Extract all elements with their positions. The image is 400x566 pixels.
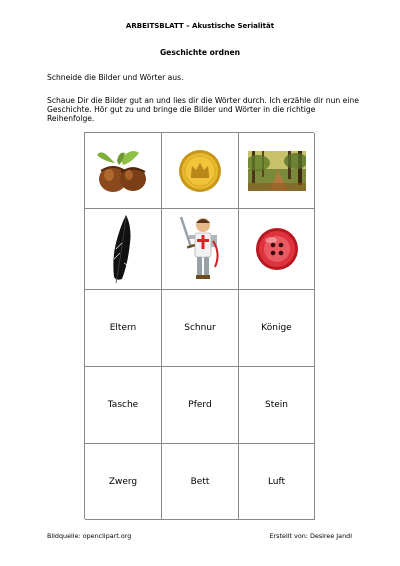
picture-card-gold-coin <box>162 133 239 209</box>
word-label: Schnur <box>184 323 216 333</box>
word-label: Pferd <box>188 400 212 410</box>
picture-card-hazelnuts <box>85 133 162 209</box>
word-card <box>239 367 315 444</box>
word-label: Stein <box>265 400 288 410</box>
word-card <box>85 367 162 444</box>
word-label: Zwerg <box>108 476 138 487</box>
black-feather-icon <box>108 213 138 285</box>
word-label: Könige <box>261 323 292 333</box>
word-card <box>162 290 239 367</box>
forest-path-icon <box>248 151 306 191</box>
card-grid <box>84 132 314 519</box>
word-card <box>85 444 162 520</box>
word-card <box>239 444 315 520</box>
word-card <box>85 290 162 367</box>
word-label: Luft <box>267 476 286 487</box>
word-card <box>162 367 239 444</box>
word-label: Bett <box>190 476 210 487</box>
hazelnuts-icon <box>95 147 151 195</box>
picture-card-feather <box>85 209 162 290</box>
picture-card-forest <box>239 133 315 209</box>
word-card <box>239 290 315 367</box>
instruction-story: Schaue Dir die Bilder gut an und lies dir die Wörter durch. Ich erzähle dir nun eine Geschichte. Hör gut zu und bringe die Bilder und Wörter in die richtige Reihenfolge. <box>47 96 359 123</box>
knight-icon <box>175 213 225 285</box>
picture-card-button <box>239 209 315 290</box>
author-credit: Erstellt von: Desiree Jandl <box>269 532 352 540</box>
word-card <box>162 444 239 520</box>
picture-card-knight <box>162 209 239 290</box>
worksheet-title: Geschichte ordnen <box>159 48 241 57</box>
word-label: Tasche <box>107 400 139 410</box>
image-source: Bildquelle: openclipart.org <box>47 532 132 540</box>
instruction-cut: Schneide die Bilder und Wörter aus. <box>47 73 184 82</box>
worksheet-header: ARBEITSBLATT – Akustische Serialität <box>125 22 275 30</box>
word-label: Eltern <box>109 323 137 333</box>
gold-coin-crown-icon <box>178 149 222 193</box>
red-button-icon <box>255 227 299 271</box>
